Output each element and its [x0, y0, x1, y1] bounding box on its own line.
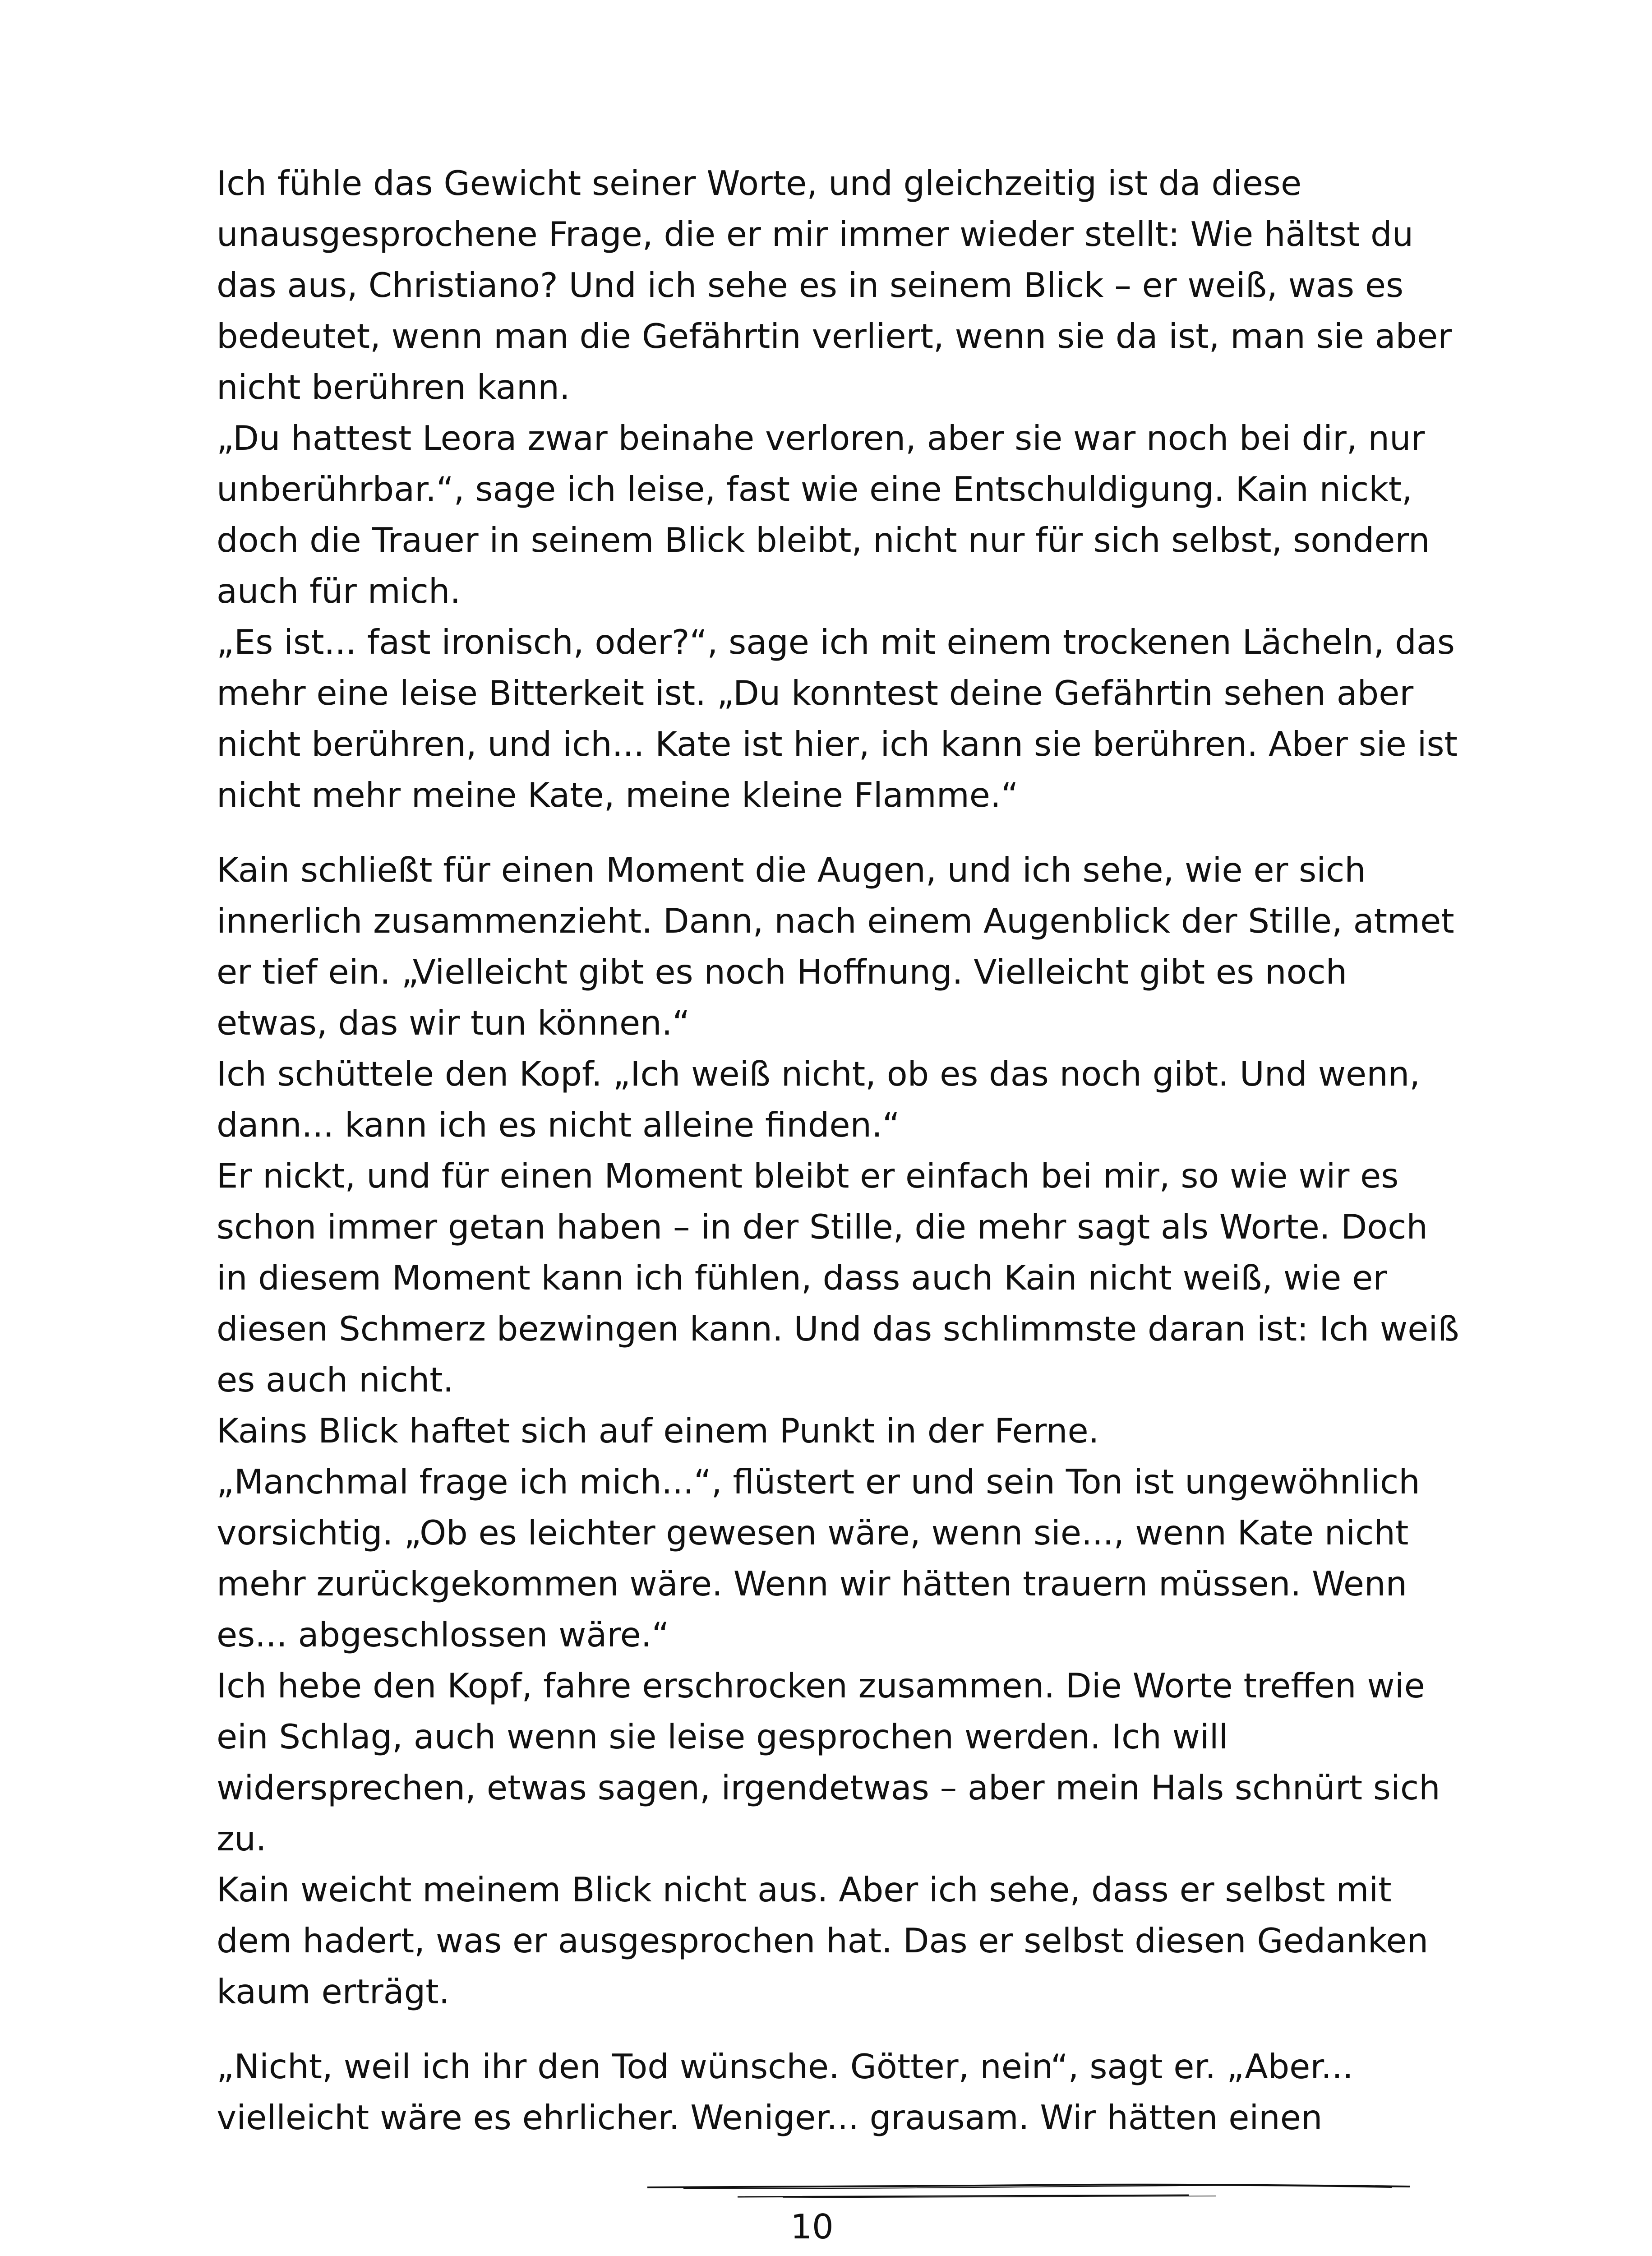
body-text	[217, 158, 1462, 2143]
paragraph-5: Ich schüttele den Kopf. „Ich weiß nicht, ob es das noch gibt. Und wenn, dann... kann ich es nicht alleine finden.“	[217, 1054, 1421, 1145]
paragraph-7: Kains Blick haftet sich auf einem Punkt in der Ferne.	[217, 1411, 1099, 1451]
paragraph-4: Kain schließt für einen Moment die Augen, und ich sehe, wie er sich innerlich zusammenzieht. Dann, nach einem Augenblick der Stille, atmet er tief ein. „Vielleicht gibt es noch Hoffnung. Vielleicht gibt es noch etwas, das wir tun können.“	[217, 850, 1454, 1043]
paragraph-8: „Manchmal frage ich mich...“, flüstert er und sein Ton ist ungewöhnlich vorsichtig. „Ob es leichter gewesen wäre, wenn sie..., wenn Kate nicht mehr zurückgekommen wäre. Wenn wir hätten trauern müssen. Wenn es... abgeschlossen wäre.“	[217, 1462, 1420, 1655]
paragraph-3: „Es ist... fast ironisch, oder?“, sage ich mit einem trockenen Lächeln, das mehr eine leise Bitterkeit ist. „Du konntest deine Gefährtin sehen aber nicht berühren, und ich... Kate ist hier, ich kann sie berühren. Aber sie ist nicht mehr meine Kate, meine kleine Flamme.“	[217, 622, 1458, 815]
page-number: 10	[790, 2207, 834, 2247]
paragraph-2: „Du hattest Leora zwar beinahe verloren, aber sie war noch bei dir, nur unberührbar.“, sage ich leise, fast wie eine Entschuldigung. Kain nickt, doch die Trauer in seinem Blick bleibt, nicht nur für sich selbst, sondern auch für mich.	[217, 418, 1430, 611]
paragraph-9: Ich hebe den Kopf, fahre erschrocken zusammen. Die Worte treffen wie ein Schlag, auch wenn sie leise gesprochen werden. Ich will widersprechen, etwas sagen, irgendetwas – aber mein Hals schnürt sich zu.	[217, 1666, 1440, 1858]
paragraph-1: Ich fühle das Gewicht seiner Worte, und gleichzeitig ist da diese unausgesprochene Frage, die er mir immer wieder stellt: Wie hältst du das aus, Christiano? Und ich sehe es in seinem Blick – er weiß, was es bedeutet, wenn man die Gefährtin verliert, wenn sie da ist, man sie aber nicht berühren kann.	[217, 163, 1452, 407]
paragraph-11: „Nicht, weil ich ihr den Tod wünsche. Götter, nein“, sagt er. „Aber... vielleicht wäre es ehrlicher. Weniger... grausam. Wir hätten einen	[217, 2047, 1353, 2137]
footer-divider	[647, 2183, 1410, 2201]
paragraph-10: Kain weicht meinem Blick nicht aus. Aber ich sehe, dass er selbst mit dem hadert, was er ausgesprochen hat. Das er selbst diesen Gedanken kaum erträgt.	[217, 1870, 1429, 2011]
paragraph-6: Er nickt, und für einen Moment bleibt er einfach bei mir, so wie wir es schon immer getan haben – in der Stille, die mehr sagt als Worte. Doch in diesem Moment kann ich fühlen, dass auch Kain nicht weiß, wie er diesen Schmerz bezwingen kann. Und das schlimmste daran ist: Ich weiß es auch nicht.	[217, 1156, 1459, 1400]
